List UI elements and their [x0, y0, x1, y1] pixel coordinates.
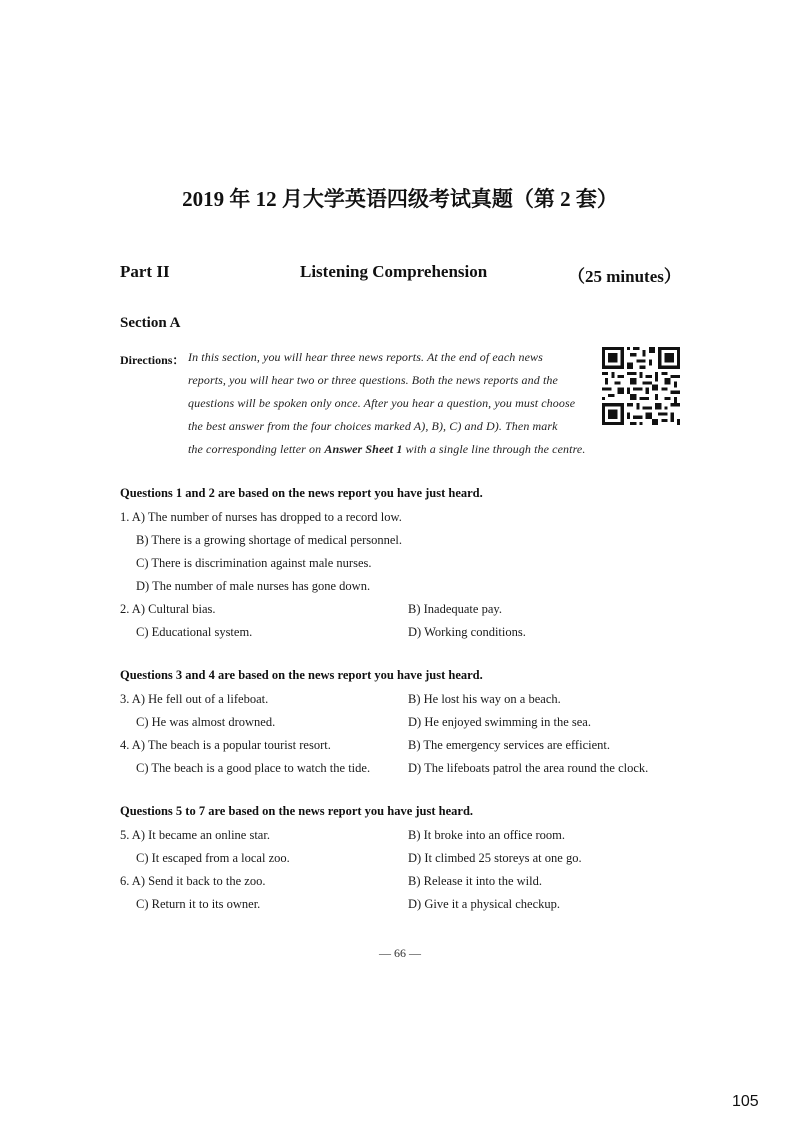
question-3-option-c: C) He was almost drowned. — [136, 715, 276, 729]
directions-line: questions will be spoken only once. After you hear a question, you must choose — [188, 396, 576, 410]
question-5-option-d: D) It climbed 25 storeys at one go. — [408, 851, 582, 865]
question-2-option-a: 2. A) Cultural bias. — [120, 602, 216, 616]
directions-text: with a single line through the centre. — [402, 442, 586, 456]
qr-code-icon[interactable] — [602, 347, 680, 425]
directions-line: the best answer from the four choices marked A), B), C) and D). Then mark — [188, 419, 558, 433]
question-6-option-c: C) Return it to its owner. — [136, 897, 261, 911]
section-heading: Section A — [120, 315, 181, 331]
question-6-option-d: D) Give it a physical checkup. — [408, 897, 561, 911]
directions-line-last — [188, 442, 585, 457]
part-label: Part II — [120, 262, 170, 281]
part-time-limit: （25 minutes） — [568, 267, 681, 286]
question-group-heading: Questions 5 to 7 are based on the news report you have just heard. — [120, 804, 474, 818]
question-2-option-b: B) Inadequate pay. — [408, 602, 502, 616]
question-2-option-c: C) Educational system. — [136, 625, 253, 639]
question-4-option-d: D) The lifeboats patrol the area round the clock. — [408, 761, 649, 775]
question-1-option-a: 1. A) The number of nurses has dropped to a record low. — [120, 510, 402, 524]
directions-text: the corresponding letter on — [188, 442, 325, 456]
question-4-option-c: C) The beach is a good place to watch the tide. — [136, 761, 371, 775]
directions-line: In this section, you will hear three news reports. At the end of each news — [188, 350, 543, 364]
question-5-option-a: 5. A) It became an online star. — [120, 828, 270, 842]
directions-line: reports, you will hear two or three questions. Both the news reports and the — [188, 373, 558, 387]
page-number: 105 — [732, 1093, 759, 1110]
question-1-option-b: B) There is a growing shortage of medical personnel. — [136, 533, 403, 547]
question-1-option-c: C) There is discrimination against male nurses. — [136, 556, 372, 570]
question-5-option-b: B) It broke into an office room. — [408, 828, 566, 842]
question-3-option-a: 3. A) He fell out of a lifeboat. — [120, 692, 269, 706]
question-group-heading: Questions 3 and 4 are based on the news report you have just heard. — [120, 668, 483, 682]
question-3-option-d: D) He enjoyed swimming in the sea. — [408, 715, 591, 729]
question-1-option-d: D) The number of male nurses has gone down. — [136, 579, 371, 593]
directions-label: Directions： — [120, 353, 185, 367]
part-title: Listening Comprehension — [300, 262, 488, 281]
page-footer: — 66 — — [379, 946, 421, 960]
question-2-option-d: D) Working conditions. — [408, 625, 526, 639]
page-title: 2019 年 12 月大学英语四级考试真题（第 2 套） — [182, 187, 618, 211]
question-4-option-a: 4. A) The beach is a popular tourist resort. — [120, 738, 331, 752]
question-6-option-a: 6. A) Send it back to the zoo. — [120, 874, 266, 888]
question-4-option-b: B) The emergency services are efficient. — [408, 738, 610, 752]
question-6-option-b: B) Release it into the wild. — [408, 874, 543, 888]
question-group-heading: Questions 1 and 2 are based on the news report you have just heard. — [120, 486, 483, 500]
answer-sheet-label: Answer Sheet 1 — [324, 442, 403, 456]
question-3-option-b: B) He lost his way on a beach. — [408, 692, 561, 706]
question-5-option-c: C) It escaped from a local zoo. — [136, 851, 290, 865]
